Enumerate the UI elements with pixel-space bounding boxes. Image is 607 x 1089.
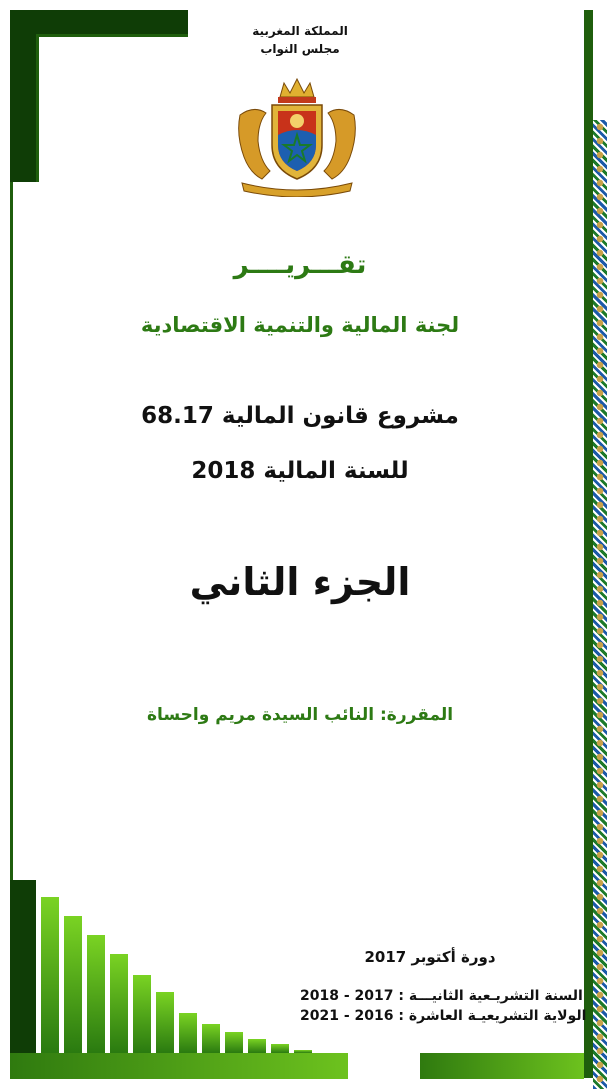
session-label: دورة أكتوبر 2017 [364, 948, 496, 966]
legislature-label: الولاية التشريعيـة العاشرة : 2016 - 2021 [300, 1008, 587, 1024]
report-title: تقـــريــــر [233, 250, 367, 280]
bill-title: مشروع قانون المالية 68.17 [141, 403, 459, 429]
decorative-bar [294, 1050, 312, 1053]
decorative-bar [248, 1039, 266, 1053]
decorative-bar [64, 916, 82, 1053]
rapporteur-label: المقررة: النائب السيدة مريم واحساة [146, 705, 454, 725]
decorative-bar [202, 1024, 220, 1053]
frame-inner-top-line [36, 34, 188, 37]
part-heading: الجزء الثاني [189, 560, 411, 604]
bottom-bar-right [420, 1053, 584, 1079]
decorative-bar [87, 935, 105, 1053]
decorative-bar [156, 992, 174, 1053]
kingdom-label: المملكة المغربية [252, 24, 348, 38]
zellige-border-pattern [593, 120, 607, 1089]
frame-top-border [10, 10, 188, 34]
decorative-bar [133, 975, 151, 1053]
decorative-bar [110, 954, 128, 1053]
bottom-bar-left [10, 1053, 348, 1079]
frame-right-border [584, 10, 593, 1078]
coat-of-arms-icon [232, 75, 362, 197]
decorative-bar [271, 1044, 289, 1053]
decorative-bar [225, 1032, 243, 1053]
decorative-bar [10, 880, 36, 1053]
legislative-year-label: السنة التشريـعية الثانيـــة : 2017 - 2018 [300, 988, 583, 1004]
parliament-label: مجلس النواب [260, 42, 340, 56]
decorative-bars [10, 880, 310, 1053]
fiscal-year-label: للسنة المالية 2018 [191, 458, 409, 484]
frame-left-border [10, 10, 36, 182]
frame-inner-left-line [36, 34, 39, 182]
frame-left-line [10, 182, 13, 882]
decorative-bar [179, 1013, 197, 1053]
decorative-bar [41, 897, 59, 1053]
committee-name: لجنة المالية والتنمية الاقتصادية [140, 313, 460, 337]
